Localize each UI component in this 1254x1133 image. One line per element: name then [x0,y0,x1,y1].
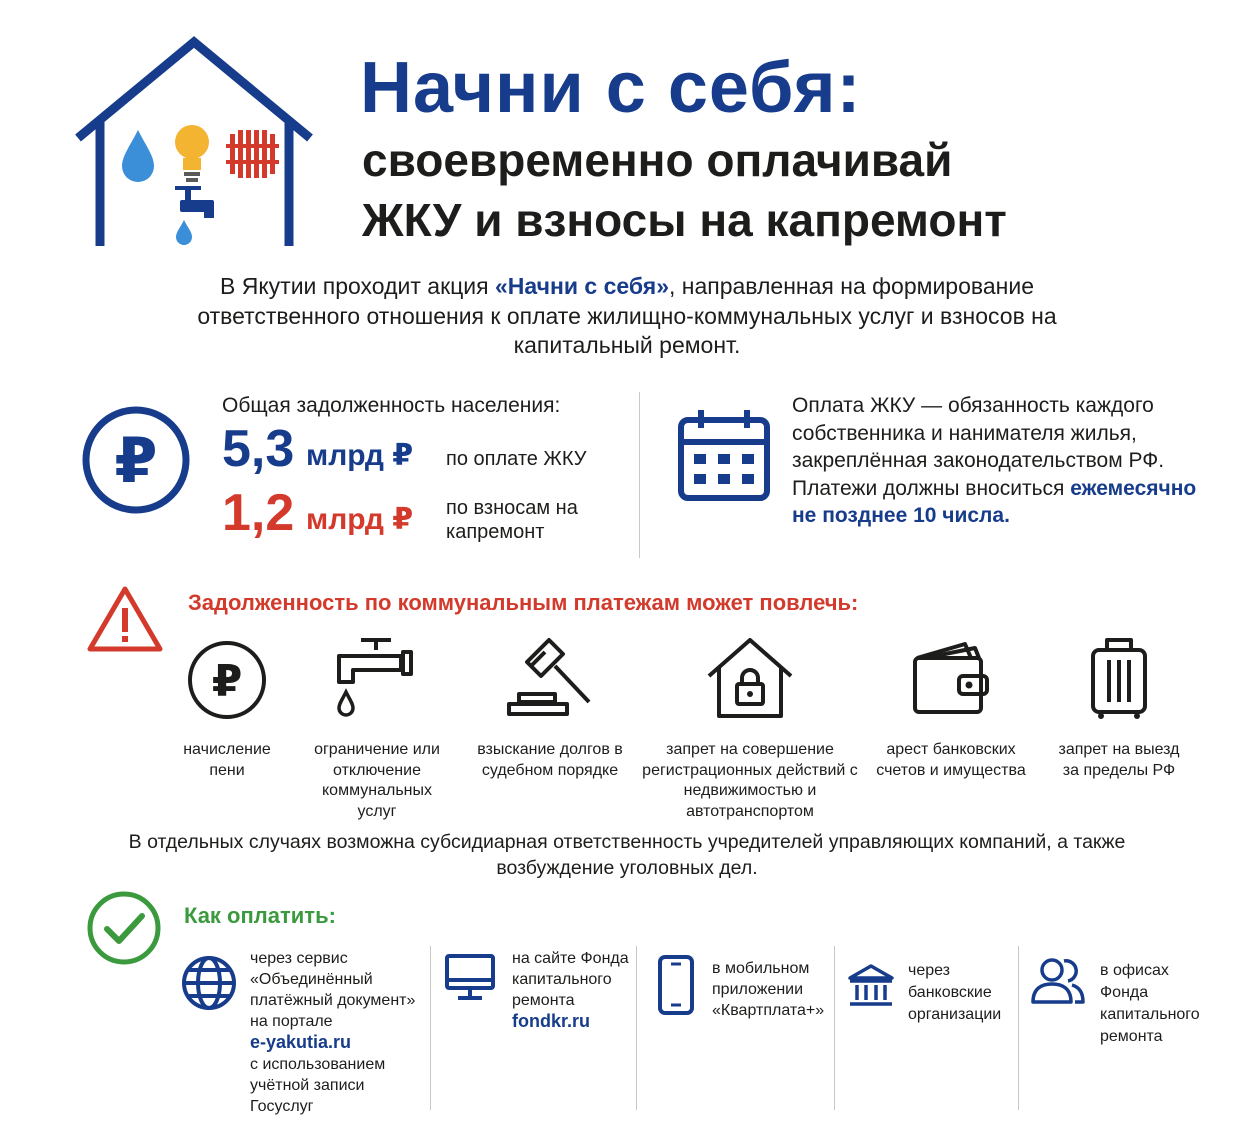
people-icon [1030,956,1086,1006]
divider [430,946,431,1110]
payment-method-offices [1100,960,1220,1048]
monitor-icon [444,952,496,1004]
payment-method-text: через сервис «Объединённый платёжный документ» на портале [250,950,416,1030]
gavel-icon [505,636,595,720]
debt-housing-value: 5,3 [222,420,295,478]
debt-title: Общая задолженность населения: [222,394,561,417]
consequence-item [868,636,1034,781]
suitcase-icon [1077,636,1161,720]
consequence-label: начисление пени [183,741,271,779]
payment-method-app [712,958,828,1021]
payment-method-text: с использованием учётной записи Госуслуг [250,1056,386,1115]
duty-body: Оплата ЖКУ — обязанность каждого собственника и нанимателя жилья, закреплённая законодательством РФ. Платежи должны вноситься [792,394,1165,500]
consequence-item [166,636,288,781]
smartphone-icon [656,954,696,1016]
duty-text [792,392,1212,530]
divider [639,392,640,558]
wallet-icon [909,636,993,720]
intro-text [140,272,1114,361]
check-circle-icon [86,890,162,966]
house-utilities-icon [72,34,317,252]
locked-house-icon [705,636,795,720]
payment-method-portal [250,948,426,1117]
fund-website-link[interactable]: fondkr.ru [512,1011,591,1031]
intro-part2: , направленная на формирование ответственного отношения к оплате жилищно-коммунальных услуг и взносов на капитальный ремонт. [197,273,1057,358]
warning-title: Задолженность по коммунальным платежам может повлечь: [188,590,859,615]
debt-housing-unit: млрд ₽ [306,439,414,472]
bank-icon [846,962,896,1010]
page-subtitle-line1: своевременно оплачивай [362,134,953,186]
ruble-circle-icon [80,404,192,516]
payment-method-text: на сайте Фонда капитального ремонта [512,950,629,1009]
consequence-label: взыскание долгов в судебном порядке [477,741,623,779]
globe-icon [180,954,238,1012]
calendar-icon [676,408,772,504]
faucet-icon [335,636,419,720]
divider [834,946,835,1110]
warning-triangle-icon [86,584,164,654]
consequence-item [304,636,450,822]
debt-capital-value: 1,2 [222,484,295,542]
consequence-label: запрет на совершение регистрационных действий с недвижимостью и автотранспортом [642,741,858,820]
subsidiary-note: В отдельных случаях возможна субсидиарная ответственность учредителей управляющих компаний, а также возбуждение уголовных дел. [128,831,1126,879]
consequence-label: запрет на выезд за пределы РФ [1058,741,1180,779]
svg-text:₽: ₽ [211,656,243,707]
payment-method-text: в мобильном приложении «Квартплата+» [712,960,825,1019]
intro-part1: В Якутии проходит акция [220,273,496,299]
ruble-coin-icon [185,636,269,720]
debt-housing-desc: по оплате ЖКУ [446,448,587,470]
page-title: Начни с себя: [360,48,862,128]
debt-capital-unit: млрд ₽ [306,503,414,536]
duty-deadline: ежемесячно не позднее 10 числа. [792,476,1197,527]
debt-capital-desc: по взносам на капремонт [446,497,578,543]
payment-method-banks [908,960,1012,1026]
intro-highlight: «Начни с себя» [495,273,669,299]
consequence-label: ограничение или отключение коммунальных услуг [314,741,440,820]
svg-text:₽: ₽ [114,424,158,497]
payment-title: Как оплатить: [184,903,336,928]
payment-method-text: в офисах Фонда капитального ремонта [1100,962,1200,1045]
consequence-item [476,636,624,781]
payment-method-website [512,948,630,1033]
payment-method-text: через банковские организации [908,962,1002,1023]
divider [636,946,637,1110]
consequence-label: арест банковских счетов и имущества [876,741,1026,779]
consequence-item [1050,636,1188,781]
portal-link[interactable]: e-yakutia.ru [250,1032,352,1052]
page-subtitle-line2: ЖКУ и взносы на капремонт [362,194,1007,246]
divider [1018,946,1019,1110]
consequence-item [638,636,862,822]
